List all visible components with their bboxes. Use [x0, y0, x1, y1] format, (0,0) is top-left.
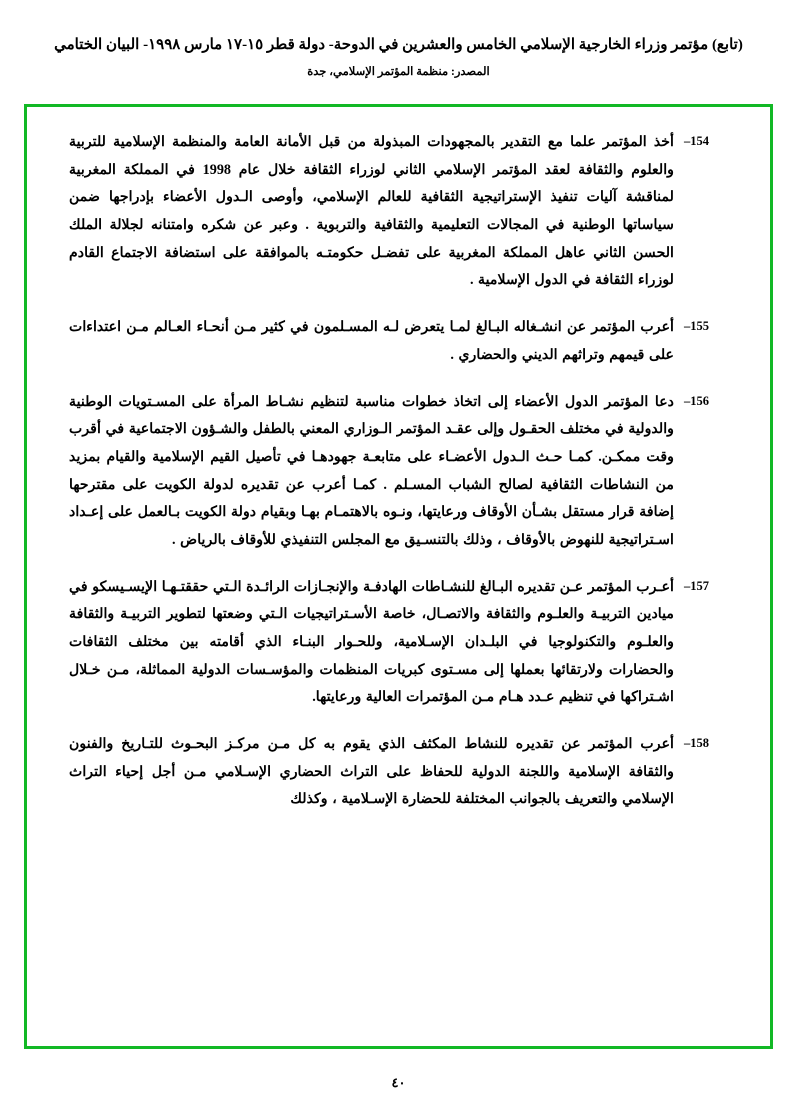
page-header	[0, 0, 797, 78]
header-source: المصدر: منظمة المؤتمر الإسلامي، جدة	[307, 65, 490, 78]
paragraph-text: أعـرب المؤتمر عـن تقديره البـالغ للنشـاطات الهادفـة والإنجـازات الرائـدة الـتي حققتـهـا الإيسـيسكو في ميادين التربيـة والعلـوم والثقافة والاتصـال، خاصة الأسـتراتيجيات الـتي وضعتها لتطوير التربيـة والثقافة والعلـوم والتكنولوجيا في البلـدان الإسـلامية، وللحـوار البنـاء الذي أقامته بين مختلف الثقافات والحضارات ولارتقائها بعملها إلى مسـتوى كبريات المنظمات والمؤسـسات الدولية المماثلة، مـن خـلال اشـتراكها في تنظيم عـدد هـام مـن المؤتمرات العالية ورعايتها.	[69, 578, 674, 706]
paragraph-text: دعا المؤتمر الدول الأعضاء إلى اتخاذ خطوات مناسبة لتنظيم نشـاط المرأة على المسـتويات الوطنية والدولية في مختلف الحقـول وإلى عقـد المؤتمر الـوزاري المعني بالطفل والشـؤون الاجتماعية في أقرب وقت ممكـن. كمـا حـث الـدول الأعضـاء على متابعـة جهودهـا في تأصيل القيم الإسلامية والقيام بمزيد من النشاطات الثقافية لصالح الشباب المسـلم . كمـا أعرب عن تقديره لدولة الكويت على مقترحها إضافة قرار مستقل بشـأن الأوقاف ورعايتها، ونـوه بالاهتمـام بهـا وبقيام دولة الكويت بـالعمل على إعـداد اسـتراتيجية للنهوض بالأوقاف ، وذلك بالتنسـيق مع المجلس التنفيذي للأوقاف بالرياض .	[69, 393, 674, 548]
green-content-frame	[24, 104, 773, 1049]
paragraph-item	[63, 389, 730, 555]
paragraph-text: أعرب المؤتمر عن انشـغاله البـالغ لمـا يتعرض لـه المسـلمون في كثير مـن أنحـاء العـالم مـن اعتداءات على قيمهم وتراثهم الديني والحضاري .	[69, 319, 674, 363]
paragraph-item	[63, 574, 730, 712]
header-title: (تابع) مؤتمر وزراء الخارجية الإسلامي الخامس والعشرين في الدوحة- دولة قطر ١٥-١٧ مارس ١٩٩٨- البيان الختامي	[54, 37, 743, 53]
paragraph-number: 154–	[684, 134, 709, 148]
paragraph-number: 158–	[684, 736, 709, 751]
page-footer	[0, 1075, 797, 1091]
paragraph-item	[63, 314, 730, 369]
content-body	[27, 107, 770, 843]
paragraph-item	[63, 129, 730, 295]
paragraph-number: 156–	[684, 393, 709, 408]
paragraph-number: 157–	[684, 578, 709, 593]
page-number: ٤٠	[391, 1075, 406, 1090]
paragraph-item	[63, 731, 730, 814]
paragraph-text: أعرب المؤتمر عن تقديره للنشاط المكثف الذي يقوم به كل مـن مركـز البحـوث للتـاريخ والفنون والثقافة الإسلامية واللجنة الدولية للحفاظ على التراث الحضاري الإسـلامي مـن أجل إحياء التراث الإسلامي والتعريف بالجوانب المختلفة للحضارة الإسـلامية ، وكذلك	[69, 736, 674, 808]
paragraph-text: أخذ المؤتمر علما مع التقدير بالمجهودات المبذولة من قبل الأمانة العامة والمنظمة الإسلامية للتربية والعلوم والثقافة لعقد المؤتمر الإسلامي الثاني لوزراء الثقافة خلال عام 1998 في المملكة المغربية لمناقشة آليات تنفيذ الإستراتيجية الثقافية للعالم الإسلامي، وأوصى الـدول الأعضاء بإدراجها ضمن سياساتها الوطنية في المجالات التعليمية والثقافية والتربوية . وعبر عن شكره وامتنانه لجلالة الملك الحسن الثاني عاهل المملكة المغربية على تفضـل حكومتـه بالموافقة على استضافة الاجتماع القادم لوزراء الثقافة في الدول الإسلامية .	[69, 134, 675, 289]
paragraph-number: 155–	[684, 319, 709, 334]
